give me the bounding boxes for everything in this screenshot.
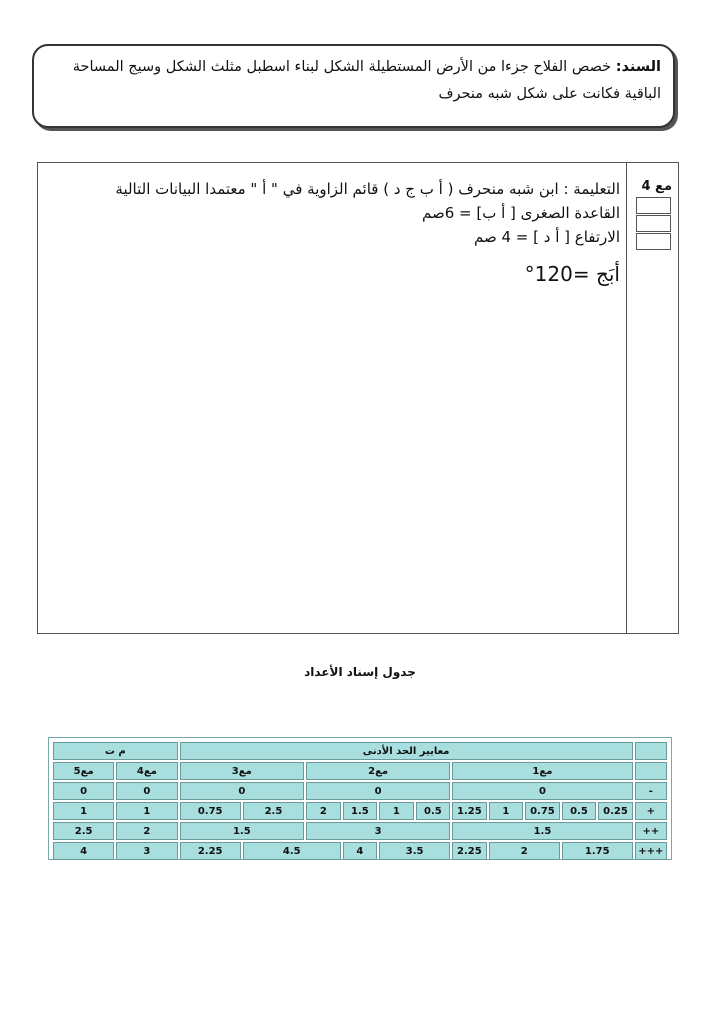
sanad-text: خصص الفلاح جزءا من الأرض المستطيلة الشكل لبناء اسطبل مثلث الشكل وسيج المساحة الباقية فكانت على شكل شبه منحرف	[72, 59, 661, 102]
scoring-grid	[51, 740, 669, 862]
score-cell: 4	[343, 842, 378, 860]
score-cell: 0	[180, 782, 305, 800]
score-cell: 1.25	[452, 802, 487, 820]
score-cell: 1.5	[343, 802, 378, 820]
score-cell: 1	[116, 802, 177, 820]
sanad-box	[32, 44, 675, 128]
criterion-1-header: مع1	[452, 762, 633, 780]
score-box-2	[636, 215, 671, 232]
score-cell: 2.25	[180, 842, 241, 860]
score-cell: 1	[489, 802, 524, 820]
score-cell: 1	[53, 802, 114, 820]
criterion-label: مع 4	[641, 179, 672, 194]
table-row	[53, 782, 667, 800]
sanad-label: السند:	[615, 59, 661, 75]
task-box	[37, 162, 679, 634]
score-cell: 2	[306, 802, 341, 820]
level-blank	[635, 762, 667, 780]
criterion-3-header: مع3	[180, 762, 305, 780]
instruction-line-2: القاعدة الصغرى [ أ ب] = 6صم	[421, 204, 620, 222]
score-cell: 0.25	[598, 802, 633, 820]
criterion-4-header: مع4	[116, 762, 177, 780]
scoring-table	[48, 737, 672, 860]
level-cell: ++	[635, 822, 667, 840]
score-cell: 0	[452, 782, 633, 800]
score-cell: 4.5	[243, 842, 341, 860]
score-cell: 1.5	[452, 822, 633, 840]
level-cell: +	[635, 802, 667, 820]
level-header-cell	[635, 742, 667, 760]
table-row	[53, 822, 667, 840]
score-cell: 0.5	[416, 802, 451, 820]
criteria-header: معايير الحد الأدنى	[180, 742, 633, 760]
instruction-line-3: الارتفاع [ أ د ] = 4 صم	[473, 228, 620, 246]
score-cell: 3	[306, 822, 450, 840]
score-cell: 0.5	[562, 802, 597, 820]
score-cell: 2.5	[243, 802, 304, 820]
score-cell: 1	[379, 802, 414, 820]
score-cell: 2.5	[53, 822, 114, 840]
score-box-3	[636, 233, 671, 250]
instruction	[115, 177, 620, 287]
criterion-5-header: مع5	[53, 762, 114, 780]
score-cell: 4	[53, 842, 114, 860]
score-cell: 2	[116, 822, 177, 840]
score-cell: 0	[306, 782, 450, 800]
criterion-2-header: مع2	[306, 762, 450, 780]
score-cell: 0	[116, 782, 177, 800]
score-cell: 0.75	[180, 802, 241, 820]
table-row	[53, 762, 667, 780]
table-row	[53, 802, 667, 820]
table-row	[53, 742, 667, 760]
score-cell: 2	[489, 842, 560, 860]
table-row	[53, 842, 667, 860]
criteria-column	[626, 163, 678, 633]
score-cell: 1.5	[180, 822, 305, 840]
score-box-1	[636, 197, 671, 214]
score-cell: 3	[116, 842, 177, 860]
level-cell: +++	[635, 842, 667, 860]
score-cell: 2.25	[452, 842, 487, 860]
score-cell: 3.5	[379, 842, 450, 860]
instruction-line-1: التعليمة : ابن شبه منحرف ( أ ب ج د ) قائم الزاوية في " أ " معتمدا البيانات التالية	[115, 180, 620, 198]
extra-header: م ت	[53, 742, 178, 760]
table-title: جدول إسناد الأعداد	[304, 665, 416, 679]
score-cell: 0.75	[525, 802, 560, 820]
score-cell: 0	[53, 782, 114, 800]
score-cell: 1.75	[562, 842, 633, 860]
level-cell: -	[635, 782, 667, 800]
angle-measure: أبَج =120°	[524, 262, 620, 286]
